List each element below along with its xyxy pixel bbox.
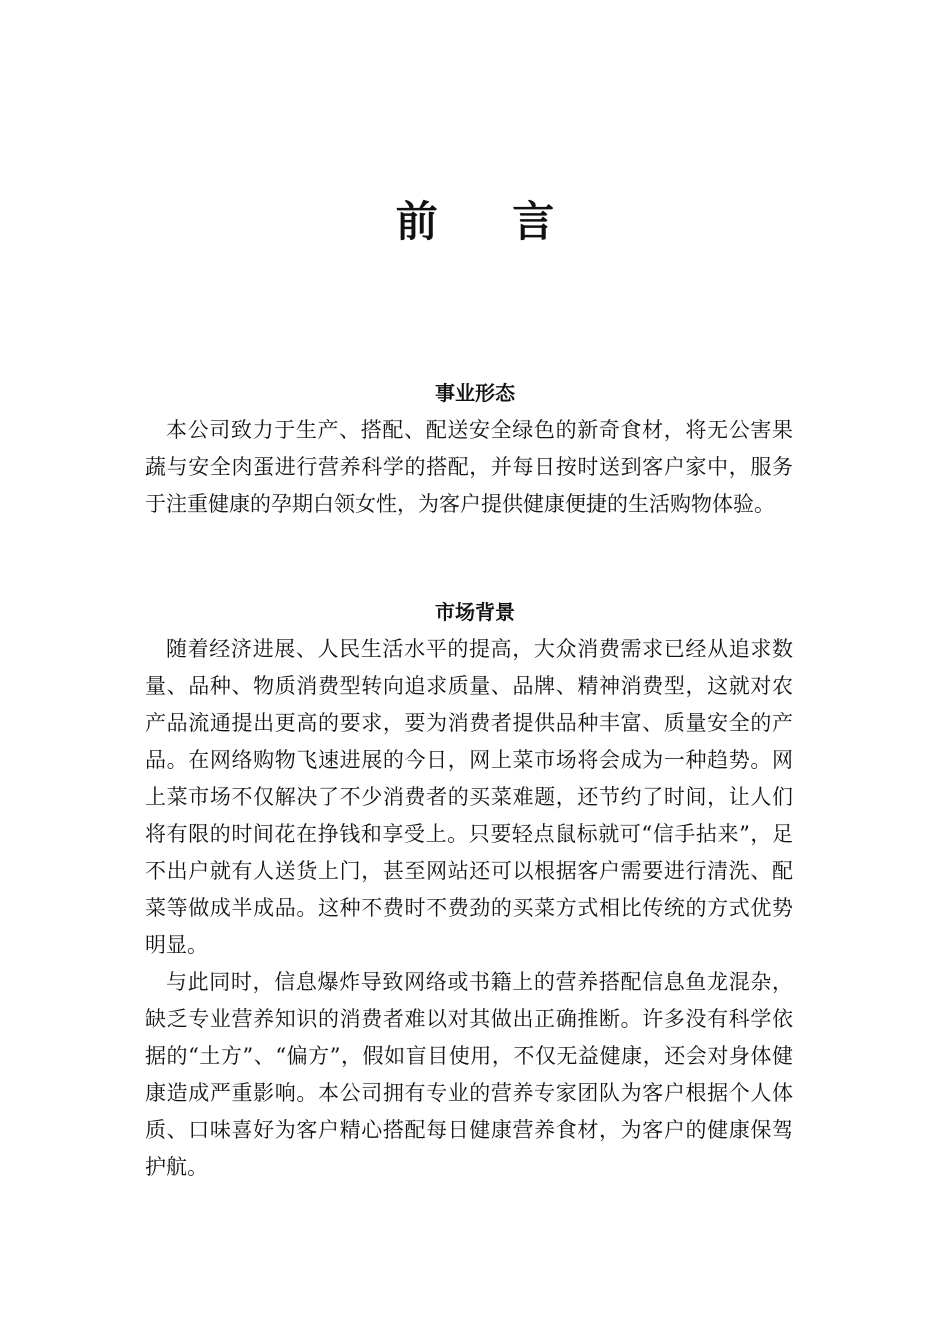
section-paragraph: 本公司致力于生产、搭配、配送安全绿色的新奇食材，将无公害果蔬与安全肉蛋进行营养科学的搭配，并每日按时送到客户家中，服务于注重健康的孕期白领女性，为客户提供健康便捷的生活购物体验。 [145,418,793,516]
section-business-form [145,374,810,523]
section-market-background [145,593,810,1186]
section-paragraph: 与此同时，信息爆炸导致网络或书籍上的营养搭配信息鱼龙混杂，缺乏专业营养知识的消费者难以对其做出正确推断。许多没有科学依据的“土方”、“偏方”，假如盲目使用，不仅无益健康，还会对身体健康造成严重影响。本公司拥有专业的营养专家团队为客户根据个人体质、口味喜好为客户精心搭配每日健康营养食材，为客户的健康保驾护航。 [145,970,793,1179]
section-paragraph: 随着经济进展、人民生活水平的提高，大众消费需求已经从追求数量、品种、物质消费型转向追求质量、品牌、精神消费型，这就对农产品流通提出更高的要求，要为消费者提供品种丰富、质量安全的产品。在网络购物飞速进展的今日，网上菜市场将会成为一种趋势。网上菜市场不仅解决了不少消费者的买菜难题，还节约了时间，让人们将有限的时间花在挣钱和享受上。只要轻点鼠标就可“信手拈来”，足不出户就有人送货上门，甚至网站还可以根据客户需要进行清洗、配菜等做成半成品。这种不费时不费劲的买菜方式相比传统的方式优势明显。 [145,637,793,957]
section-heading: 市场背景 [435,600,515,624]
page-title: 前 言 [395,197,585,246]
section-heading: 事业形态 [435,381,515,405]
